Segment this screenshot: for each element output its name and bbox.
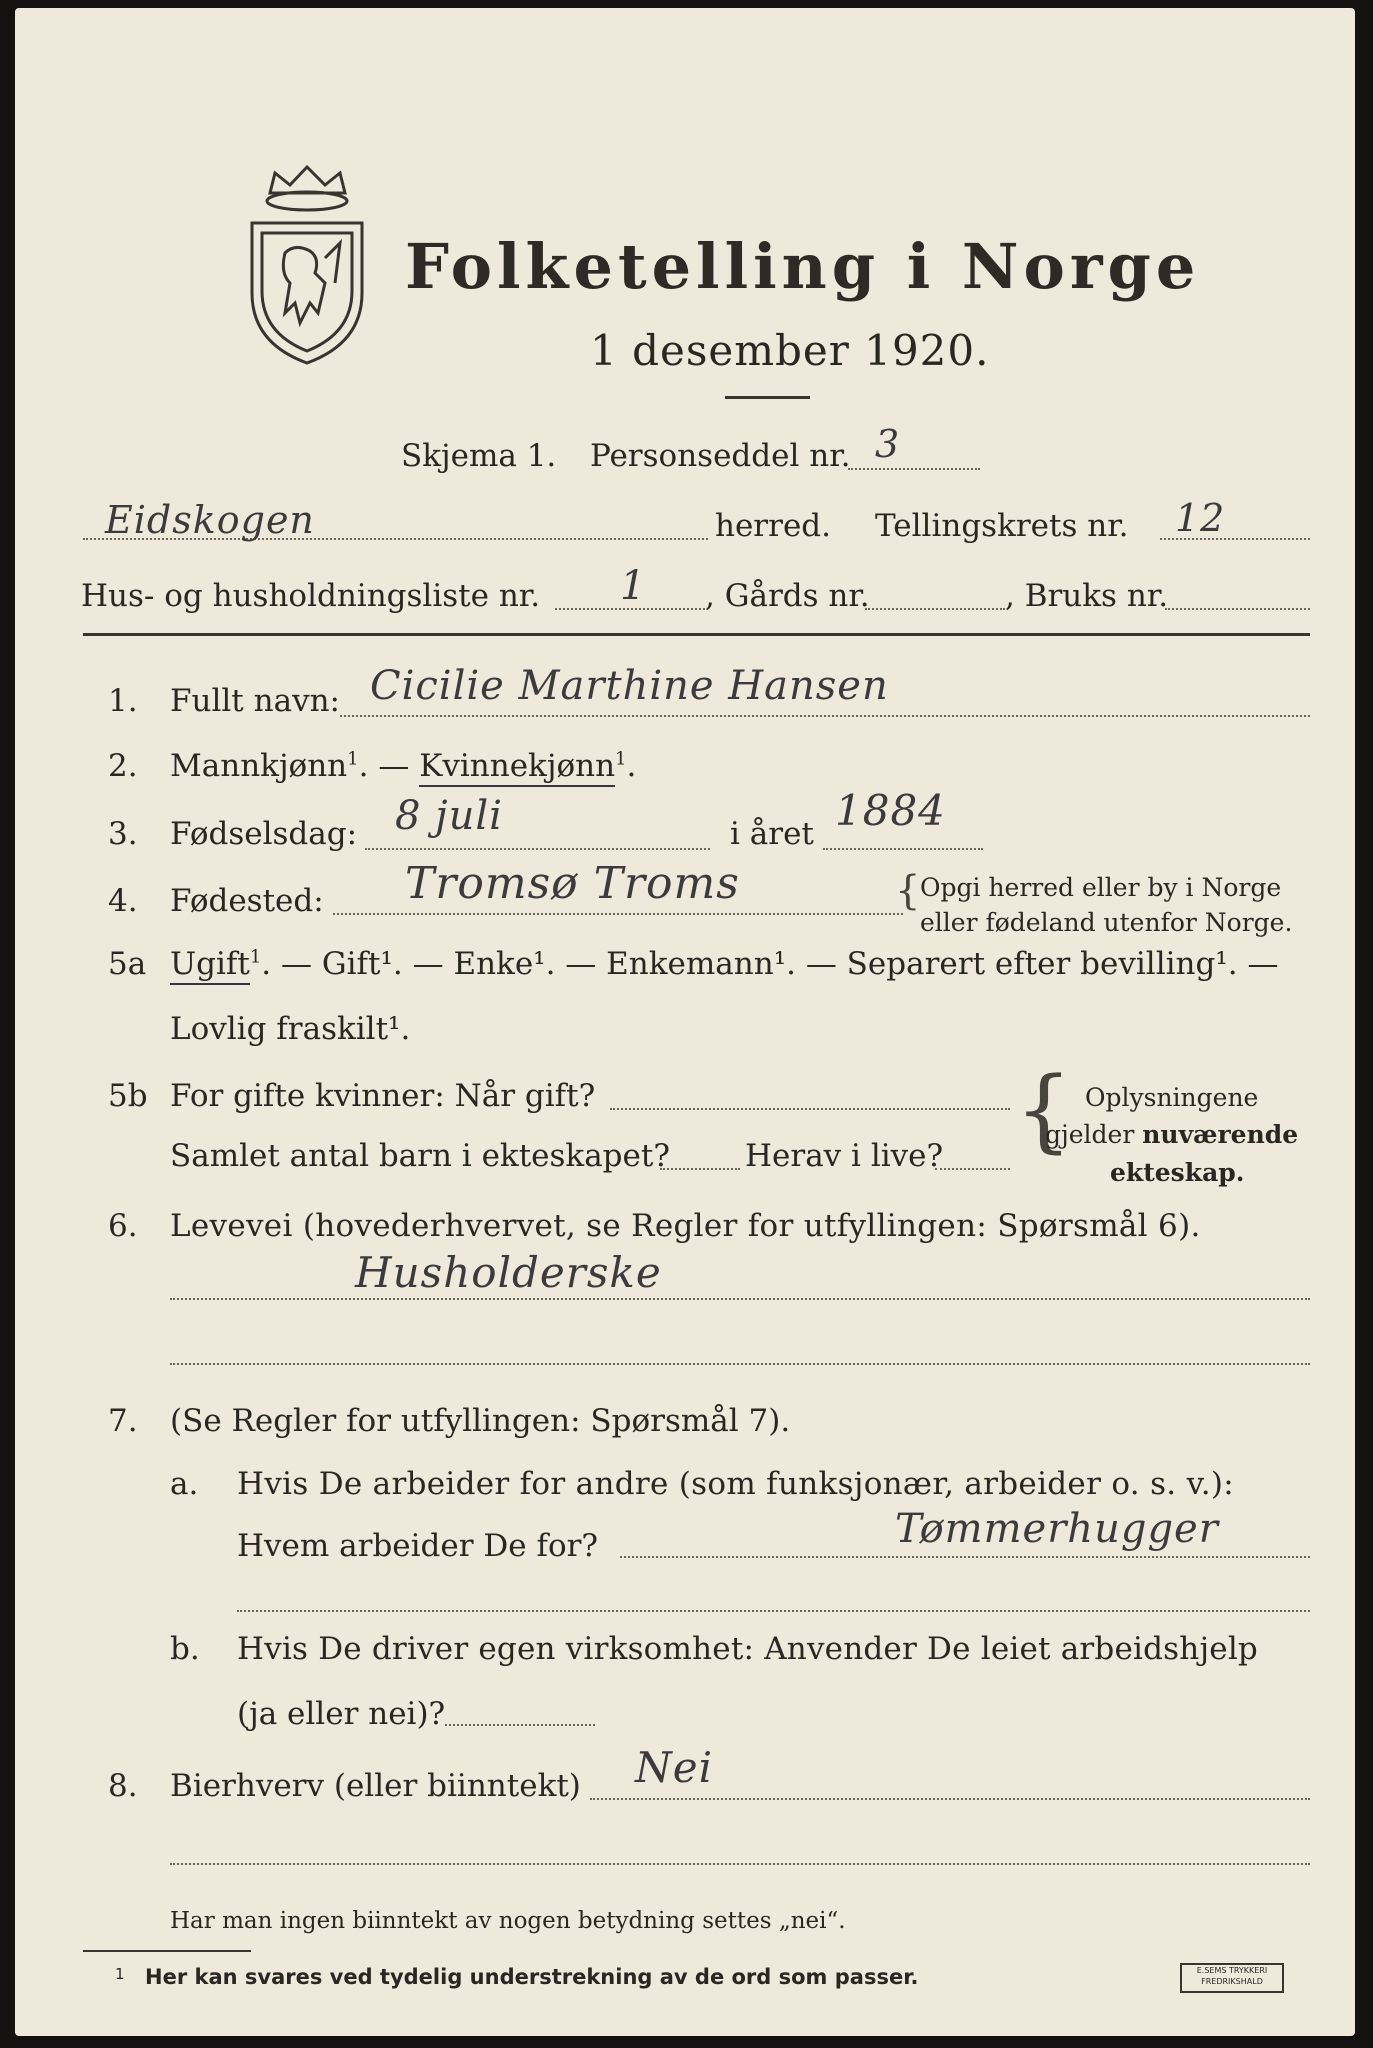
q5b-number: 5b bbox=[108, 1078, 148, 1114]
gards-line bbox=[865, 608, 1005, 610]
q5a-line2: Lovlig fraskilt¹. bbox=[170, 1011, 411, 1047]
q1-label: Fullt navn: bbox=[170, 683, 340, 719]
q1-number: 1. bbox=[108, 683, 138, 719]
q1-line bbox=[340, 715, 1310, 717]
herred-value: Eidskogen bbox=[105, 498, 315, 542]
hus-value: 1 bbox=[620, 563, 647, 609]
q7a-value: Tømmerhugger bbox=[895, 1506, 1219, 1552]
q7b-line bbox=[445, 1724, 595, 1726]
q8-line bbox=[590, 1798, 1310, 1800]
q6-line2 bbox=[170, 1363, 1310, 1365]
form-date: 1 desember 1920. bbox=[590, 326, 990, 375]
q5b-children-line bbox=[660, 1168, 740, 1170]
q3-year-label: i året bbox=[730, 816, 814, 852]
q8-number: 8. bbox=[108, 1768, 138, 1804]
bruks-label: , Bruks nr. bbox=[1005, 578, 1169, 614]
q7a-line bbox=[620, 1556, 1310, 1558]
skjema-label: Skjema 1. bbox=[401, 438, 557, 474]
q4-note-line1: Opgi herred eller by i Norge bbox=[920, 873, 1282, 902]
q3-year-line bbox=[823, 848, 983, 850]
q5b-when-line bbox=[610, 1108, 1010, 1110]
q5b-brace: { bbox=[1015, 1058, 1073, 1163]
q5a-number: 5a bbox=[108, 946, 147, 982]
q5b-alive-line bbox=[935, 1168, 1010, 1170]
q4-brace: { bbox=[895, 868, 921, 914]
q4-number: 4. bbox=[108, 883, 138, 919]
q7a-line2 bbox=[237, 1610, 1310, 1612]
personseddel-line bbox=[848, 468, 980, 470]
q4-note-line2: eller fødeland utenfor Norge. bbox=[920, 908, 1293, 937]
hus-label: Hus- og husholdningsliste nr. bbox=[81, 578, 541, 614]
q6-line bbox=[170, 1298, 1310, 1300]
biinntekt-note: Har man ingen biinntekt av nogen betydning settes „nei“. bbox=[170, 1908, 846, 1934]
q5b-label-children: Samlet antal barn i ekteskapet? bbox=[170, 1138, 670, 1174]
q4-label: Fødested: bbox=[170, 883, 324, 919]
footnote-divider bbox=[83, 1950, 251, 1952]
q2-mann-option: Mannkjønn bbox=[170, 748, 348, 784]
q1-value: Cicilie Marthine Hansen bbox=[370, 663, 889, 709]
q2-separator: . — bbox=[358, 748, 410, 784]
q6-label: Levevei (hovederhvervet, se Regler for utfyllingen: Spørsmål 6). bbox=[170, 1208, 1201, 1244]
q5a-options: Ugift$^1$. — Gift¹. — Enke¹. — Enkemann¹. — Separert efter bevilling¹. — bbox=[170, 946, 1278, 982]
title-divider bbox=[725, 396, 810, 399]
q3-value: 8 juli bbox=[395, 793, 503, 839]
form-title: Folketelling i Norge bbox=[405, 230, 1201, 303]
q5b-label-when-married: For gifte kvinner: Når gift? bbox=[170, 1078, 596, 1114]
q5b-note-line2: gjelder nuværende bbox=[1045, 1120, 1299, 1149]
q5a-other-options: . — Gift¹. — Enke¹. — Enkemann¹. — Separert efter bevilling¹. — bbox=[261, 946, 1279, 982]
q7b-number: b. bbox=[170, 1631, 200, 1667]
footnote-mark: 1 bbox=[115, 1965, 125, 1983]
q6-value: Husholderske bbox=[355, 1248, 662, 1297]
header-divider bbox=[83, 633, 1310, 636]
q7a-number: a. bbox=[170, 1466, 199, 1502]
q5b-note-line3: ekteskap. bbox=[1110, 1158, 1245, 1187]
printer-stamp-line2: FREDRIKSHALD bbox=[1201, 1977, 1263, 1986]
personseddel-value: 3 bbox=[875, 422, 901, 466]
q7a-label: Hvis De arbeider for andre (som funksjonær, arbeider o. s. v.): bbox=[237, 1466, 1235, 1502]
norway-coat-of-arms-icon bbox=[240, 163, 375, 368]
herred-label: herred. bbox=[715, 508, 831, 544]
census-form-page bbox=[15, 8, 1355, 2036]
tellingskrets-value: 12 bbox=[1175, 496, 1226, 540]
q5b-label-alive: Herav i live? bbox=[745, 1138, 944, 1174]
printer-stamp-line1: E.SEMS TRYKKERI bbox=[1196, 1966, 1268, 1975]
q2-options: Mannkjønn$^1$. — Kvinnekjønn$^1$. bbox=[170, 748, 636, 784]
q6-number: 6. bbox=[108, 1208, 138, 1244]
q8-line2 bbox=[170, 1863, 1310, 1865]
personseddel-label: Personseddel nr. bbox=[590, 438, 851, 474]
footnote-text: Her kan svares ved tydelig understrekning av de ord som passer. bbox=[145, 1965, 919, 1989]
gards-label: , Gårds nr. bbox=[705, 578, 870, 614]
q5a-ugift-option: Ugift bbox=[170, 946, 250, 985]
q7-label: (Se Regler for utfyllingen: Spørsmål 7). bbox=[170, 1403, 791, 1439]
q8-value: Nei bbox=[635, 1743, 714, 1792]
tellingskrets-label: Tellingskrets nr. bbox=[875, 508, 1129, 544]
printer-stamp bbox=[1180, 1963, 1284, 1993]
q2-number: 2. bbox=[108, 748, 138, 784]
q3-line bbox=[365, 848, 710, 850]
q4-line bbox=[333, 913, 903, 915]
q7b-label2: (ja eller nei)? bbox=[237, 1696, 446, 1732]
q3-year-value: 1884 bbox=[835, 786, 946, 835]
bruks-line bbox=[1165, 608, 1310, 610]
q4-value: Tromsø Troms bbox=[405, 858, 740, 909]
q7a-label2: Hvem arbeider De for? bbox=[237, 1528, 599, 1564]
q5b-note-line1: Oplysningene bbox=[1085, 1083, 1259, 1112]
q7-number: 7. bbox=[108, 1403, 138, 1439]
q7b-label: Hvis De driver egen virksomhet: Anvender De leiet arbeidshjelp bbox=[237, 1631, 1258, 1667]
q3-number: 3. bbox=[108, 816, 138, 852]
q8-label: Bierhverv (eller biinntekt) bbox=[170, 1768, 581, 1804]
q2-kvinne-option: Kvinnekjønn bbox=[419, 748, 615, 787]
q3-label: Fødselsdag: bbox=[170, 816, 358, 852]
